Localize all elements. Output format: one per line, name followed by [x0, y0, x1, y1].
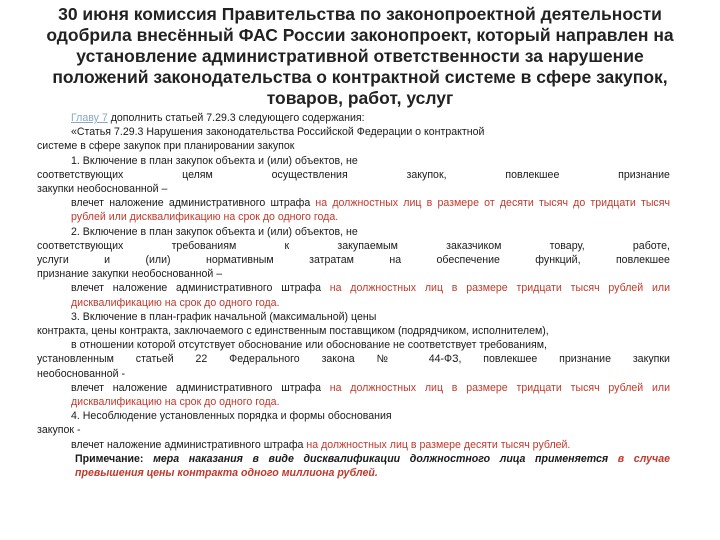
word: закона — [321, 353, 355, 366]
item2-line2 — [37, 239, 670, 253]
word: требованиям — [171, 239, 237, 252]
penalty-text: влечет наложение административного штрафа — [71, 438, 307, 451]
word: и — [104, 254, 111, 267]
item2-line4: признание закупки необоснованной – — [37, 268, 223, 281]
item4-penalty — [37, 438, 670, 452]
word: нормативным — [205, 254, 274, 267]
intro-line — [37, 111, 670, 125]
item3-penalty — [37, 381, 670, 409]
word: осуществления — [271, 168, 348, 181]
word: признание — [559, 353, 611, 366]
penalty-highlight: на должностных лиц в размере десяти тысяч рублей. — [306, 438, 571, 451]
word: повлекшее — [615, 254, 670, 267]
word: к — [284, 239, 290, 252]
item4-line2: закупок - — [37, 424, 81, 437]
word: 44-ФЗ, — [428, 353, 462, 366]
penalty-highlight: на должностных лиц в размере от десяти тысяч до тридцати тысяч рублей или дисквалификацию на срок до одного года. — [71, 197, 670, 224]
note — [37, 452, 670, 480]
word: (или) — [145, 254, 171, 267]
word: № — [376, 353, 407, 366]
word: целям — [182, 168, 213, 181]
penalty-text: влечет наложение административного штрафа — [71, 282, 330, 295]
note-label: Примечание: — [75, 452, 144, 465]
word: соответствующих — [37, 239, 124, 252]
word: работе, — [632, 239, 670, 252]
penalty-highlight: на должностных лиц в размере тридцати тысяч рублей или дисквалификацию на срок до одного года. — [71, 381, 670, 409]
item3-line3: в отношении которой отсутствует обоснование или обоснование не соответствует требованиям, — [71, 339, 547, 352]
word: затратам — [309, 254, 354, 267]
penalty-text: влечет наложение административного штрафа — [71, 197, 316, 210]
word: повлекшее — [505, 168, 560, 181]
item1-line1: 1. Включение в план закупок объекта и (или) объектов, не — [71, 154, 358, 167]
item2-line1: 2. Включение в план закупок объекта и (или) объектов, не — [71, 225, 358, 238]
item3-line5: необоснованной - — [37, 367, 126, 380]
item1-line3: закупки необоснованной – — [37, 183, 168, 196]
word: обеспечение — [436, 254, 500, 267]
item2-penalty — [37, 281, 670, 309]
item1-penalty — [37, 196, 670, 224]
word: установленным — [37, 353, 114, 366]
word: Федерального — [229, 353, 300, 366]
page-title: 30 июня комиссия Правительства по законопроектной деятельности одобрила внесённый ФАС России законопроект, который направлен на установление административной ответственности за нарушение положений законодательства о контрактной системе в сфере закупок, товаров, работ, услуг — [46, 4, 674, 108]
note-highlight: в случае превышения цены контракта одного миллиона рублей. — [75, 452, 670, 480]
word: закупаемым — [337, 239, 398, 252]
word: закупок, — [406, 168, 447, 181]
word: товару, — [549, 239, 585, 252]
intro-text: дополнить статьей 7.29.3 следующего содержания: — [107, 112, 365, 124]
word: повлекшее — [483, 353, 538, 366]
note-text: мера наказания в виде дисквалификации должностного лица применяется — [143, 452, 618, 465]
word: признание — [618, 168, 670, 181]
word: закупки — [632, 353, 670, 366]
word: на — [389, 254, 402, 267]
word: функций, — [535, 254, 581, 267]
item4-line1: 4. Несоблюдение установленных порядка и формы обоснования — [71, 410, 392, 423]
penalty-text: влечет наложение административного штрафа — [71, 381, 330, 394]
item3-line2: контракта, цены контракта, заключаемого с единственным поставщиком (подрядчиком, исполнителем), — [37, 325, 549, 338]
item3-line4 — [37, 352, 670, 366]
document-body — [37, 111, 670, 480]
article-line-2: системе в сфере закупок при планировании закупок — [37, 140, 295, 153]
word: соответствующих — [37, 168, 124, 181]
word: заказчиком — [446, 239, 502, 252]
item2-line3 — [37, 253, 670, 267]
word: статьей — [135, 353, 174, 366]
item1-line2 — [37, 168, 670, 182]
item3-line1: 3. Включение в план-график начальной (максимальной) цены — [71, 310, 377, 323]
chapter-link[interactable]: Главу 7 — [71, 112, 108, 124]
word: услуги — [37, 254, 69, 267]
penalty-highlight: на должностных лиц в размере тридцати тысяч рублей или дисквалификацию на срок до одного года. — [71, 282, 670, 309]
article-line-1: «Статья 7.29.3 Нарушения законодательства Российской Федерации о контрактной — [71, 126, 485, 139]
word: 22 — [195, 353, 208, 366]
